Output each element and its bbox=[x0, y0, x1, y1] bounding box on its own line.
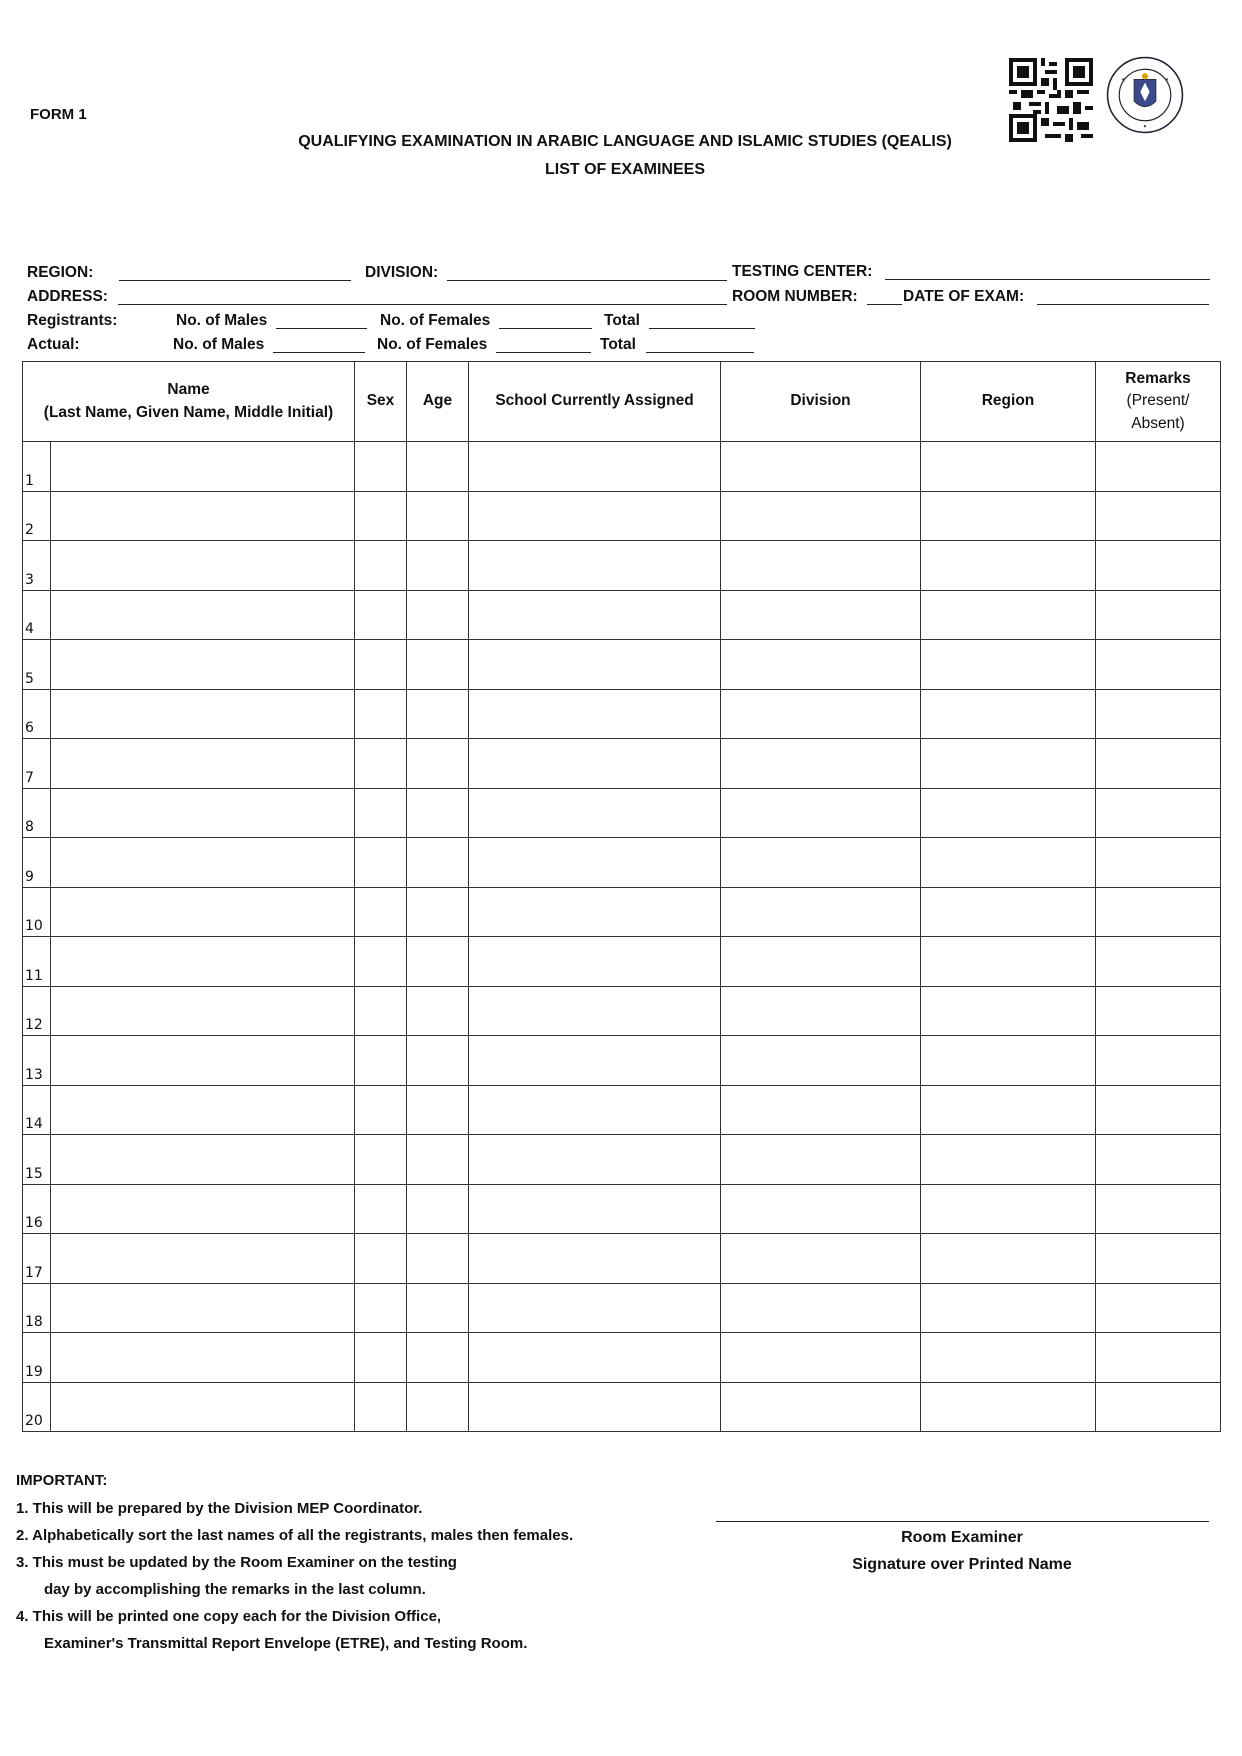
sex-cell[interactable] bbox=[355, 1085, 407, 1135]
age-cell[interactable] bbox=[407, 640, 469, 690]
testing-center-field[interactable] bbox=[885, 279, 1210, 280]
school-cell[interactable] bbox=[469, 1283, 721, 1333]
row-number: 3 bbox=[25, 571, 34, 588]
region-cell[interactable] bbox=[921, 541, 1096, 591]
division-cell[interactable] bbox=[721, 541, 921, 591]
division-cell[interactable] bbox=[721, 1333, 921, 1383]
table-row bbox=[23, 442, 1221, 492]
remarks-cell[interactable] bbox=[1096, 1135, 1221, 1185]
actual-males-label: No. of Males bbox=[173, 336, 265, 353]
important-item-4-cont: Examiner's Transmittal Report Envelope (ETRE), and Testing Room. bbox=[44, 1635, 528, 1652]
school-cell[interactable] bbox=[469, 986, 721, 1036]
row-number: 6 bbox=[25, 720, 34, 736]
region-cell[interactable] bbox=[921, 689, 1096, 739]
row-number: 13 bbox=[25, 1066, 43, 1083]
region-cell[interactable] bbox=[921, 937, 1096, 987]
region-cell[interactable] bbox=[921, 788, 1096, 838]
remarks-header-line1: Remarks bbox=[1125, 369, 1191, 387]
age-cell[interactable] bbox=[407, 838, 469, 888]
row-number-cell bbox=[23, 491, 51, 541]
row-number-cell bbox=[23, 1085, 51, 1135]
table-row bbox=[23, 887, 1221, 937]
table-row bbox=[23, 1333, 1221, 1383]
remarks-cell[interactable] bbox=[1096, 838, 1221, 888]
sex-cell[interactable] bbox=[355, 1333, 407, 1383]
age-cell[interactable] bbox=[407, 491, 469, 541]
examinee-table bbox=[22, 361, 1221, 1432]
testing-center-label: TESTING CENTER: bbox=[732, 263, 873, 280]
age-cell[interactable] bbox=[407, 739, 469, 789]
division-cell[interactable] bbox=[721, 1135, 921, 1185]
row-number: 15 bbox=[25, 1165, 43, 1182]
school-cell[interactable] bbox=[469, 491, 721, 541]
name-header-line1: Name bbox=[167, 381, 210, 399]
sex-cell[interactable] bbox=[355, 640, 407, 690]
remarks-column-header bbox=[1096, 362, 1221, 442]
remarks-cell[interactable] bbox=[1096, 640, 1221, 690]
actual-females-label: No. of Females bbox=[377, 336, 488, 353]
name-column-header bbox=[23, 362, 355, 442]
age-cell[interactable] bbox=[407, 788, 469, 838]
important-item-3-cont: day by accomplishing the remarks in the last column. bbox=[44, 1581, 426, 1598]
age-cell[interactable] bbox=[407, 442, 469, 492]
registrants-males-label: No. of Males bbox=[176, 312, 268, 329]
name-cell[interactable] bbox=[51, 838, 355, 888]
table-row bbox=[23, 1184, 1221, 1234]
sex-cell[interactable] bbox=[355, 1234, 407, 1284]
name-cell[interactable] bbox=[51, 541, 355, 591]
remarks-cell[interactable] bbox=[1096, 541, 1221, 591]
name-cell[interactable] bbox=[51, 937, 355, 987]
row-number-cell bbox=[23, 689, 51, 739]
sex-cell[interactable] bbox=[355, 1283, 407, 1333]
division-label: DIVISION: bbox=[365, 264, 439, 281]
remarks-header-line3: Absent) bbox=[1131, 414, 1185, 432]
row-number: 12 bbox=[25, 1017, 43, 1033]
row-number: 8 bbox=[25, 819, 34, 835]
division-cell[interactable] bbox=[721, 1283, 921, 1333]
age-cell[interactable] bbox=[407, 590, 469, 640]
table-row bbox=[23, 739, 1221, 789]
name-cell[interactable] bbox=[51, 1184, 355, 1234]
sex-cell[interactable] bbox=[355, 739, 407, 789]
age-cell[interactable] bbox=[407, 986, 469, 1036]
region-cell[interactable] bbox=[921, 986, 1096, 1036]
sex-cell[interactable] bbox=[355, 1036, 407, 1086]
remarks-cell[interactable] bbox=[1096, 788, 1221, 838]
division-cell[interactable] bbox=[721, 887, 921, 937]
table-row bbox=[23, 1283, 1221, 1333]
row-number-cell bbox=[23, 640, 51, 690]
remarks-cell[interactable] bbox=[1096, 1085, 1221, 1135]
registrants-females-field[interactable] bbox=[499, 328, 592, 329]
row-number-cell bbox=[23, 541, 51, 591]
sex-cell[interactable] bbox=[355, 541, 407, 591]
name-cell[interactable] bbox=[51, 1333, 355, 1383]
date-of-exam-field[interactable] bbox=[1037, 304, 1209, 305]
name-cell[interactable] bbox=[51, 986, 355, 1036]
row-number-cell bbox=[23, 1234, 51, 1284]
age-cell[interactable] bbox=[407, 1234, 469, 1284]
school-cell[interactable] bbox=[469, 838, 721, 888]
sex-cell[interactable] bbox=[355, 491, 407, 541]
row-number: 17 bbox=[25, 1264, 43, 1281]
table-row bbox=[23, 1234, 1221, 1284]
name-cell[interactable] bbox=[51, 1085, 355, 1135]
division-cell[interactable] bbox=[721, 590, 921, 640]
age-cell[interactable] bbox=[407, 1382, 469, 1432]
row-number-cell bbox=[23, 838, 51, 888]
remarks-cell[interactable] bbox=[1096, 590, 1221, 640]
page-title: QUALIFYING EXAMINATION IN ARABIC LANGUAGE AND ISLAMIC STUDIES (QEALIS) bbox=[298, 133, 952, 150]
name-cell[interactable] bbox=[51, 491, 355, 541]
remarks-cell[interactable] bbox=[1096, 887, 1221, 937]
sex-column-header: Sex bbox=[355, 362, 407, 442]
name-cell[interactable] bbox=[51, 640, 355, 690]
sex-cell[interactable] bbox=[355, 986, 407, 1036]
room-examiner-label: Room Examiner bbox=[901, 1529, 1023, 1546]
school-cell[interactable] bbox=[469, 442, 721, 492]
region-cell[interactable] bbox=[921, 1283, 1096, 1333]
region-cell[interactable] bbox=[921, 887, 1096, 937]
name-cell[interactable] bbox=[51, 442, 355, 492]
actual-total-field[interactable] bbox=[646, 352, 754, 353]
division-field[interactable] bbox=[447, 280, 727, 281]
signature-line[interactable] bbox=[716, 1521, 1209, 1522]
school-cell[interactable] bbox=[469, 541, 721, 591]
name-cell[interactable] bbox=[51, 1135, 355, 1185]
table-row bbox=[23, 838, 1221, 888]
school-cell[interactable] bbox=[469, 1036, 721, 1086]
registrants-females-label: No. of Females bbox=[380, 312, 491, 329]
division-cell[interactable] bbox=[721, 937, 921, 987]
table-row bbox=[23, 937, 1221, 987]
row-number-cell bbox=[23, 739, 51, 789]
actual-total-label: Total bbox=[600, 336, 636, 353]
age-cell[interactable] bbox=[407, 1085, 469, 1135]
important-item-3: 3. This must be updated by the Room Examiner on the testing bbox=[16, 1554, 457, 1571]
division-cell[interactable] bbox=[721, 640, 921, 690]
age-column-header: Age bbox=[407, 362, 469, 442]
table-header-row bbox=[23, 362, 1221, 442]
region-cell[interactable] bbox=[921, 1085, 1096, 1135]
remarks-cell[interactable] bbox=[1096, 937, 1221, 987]
remarks-cell[interactable] bbox=[1096, 442, 1221, 492]
row-number: 18 bbox=[25, 1314, 43, 1330]
remarks-cell[interactable] bbox=[1096, 1234, 1221, 1284]
row-number-cell bbox=[23, 937, 51, 987]
name-cell[interactable] bbox=[51, 739, 355, 789]
sex-cell[interactable] bbox=[355, 1382, 407, 1432]
row-number: 9 bbox=[25, 868, 34, 885]
region-cell[interactable] bbox=[921, 739, 1096, 789]
region-cell[interactable] bbox=[921, 1135, 1096, 1185]
age-cell[interactable] bbox=[407, 689, 469, 739]
row-number: 19 bbox=[25, 1363, 43, 1380]
sex-cell[interactable] bbox=[355, 442, 407, 492]
row-number-cell bbox=[23, 442, 51, 492]
remarks-cell[interactable] bbox=[1096, 1036, 1221, 1086]
age-cell[interactable] bbox=[407, 541, 469, 591]
registrants-males-field[interactable] bbox=[276, 328, 367, 329]
important-heading: IMPORTANT: bbox=[16, 1472, 108, 1489]
sex-cell[interactable] bbox=[355, 788, 407, 838]
remarks-cell[interactable] bbox=[1096, 1333, 1221, 1383]
table-row bbox=[23, 590, 1221, 640]
region-field[interactable] bbox=[119, 280, 351, 281]
row-number-cell bbox=[23, 1036, 51, 1086]
division-cell[interactable] bbox=[721, 739, 921, 789]
deped-seal-icon bbox=[1106, 56, 1184, 134]
name-cell[interactable] bbox=[51, 887, 355, 937]
school-cell[interactable] bbox=[469, 640, 721, 690]
row-number: 10 bbox=[25, 918, 43, 934]
row-number-cell bbox=[23, 1283, 51, 1333]
school-cell[interactable] bbox=[469, 1333, 721, 1383]
remarks-cell[interactable] bbox=[1096, 1382, 1221, 1432]
room-number-field[interactable] bbox=[867, 304, 902, 305]
name-cell[interactable] bbox=[51, 689, 355, 739]
sex-cell[interactable] bbox=[355, 1184, 407, 1234]
table-row bbox=[23, 689, 1221, 739]
division-cell[interactable] bbox=[721, 1036, 921, 1086]
actual-males-field[interactable] bbox=[273, 352, 365, 353]
school-cell[interactable] bbox=[469, 739, 721, 789]
remarks-cell[interactable] bbox=[1096, 689, 1221, 739]
sex-cell[interactable] bbox=[355, 887, 407, 937]
row-number: 7 bbox=[25, 769, 34, 786]
row-number-cell bbox=[23, 1333, 51, 1383]
region-cell[interactable] bbox=[921, 1382, 1096, 1432]
signature-caption: Signature over Printed Name bbox=[852, 1556, 1072, 1573]
row-number-cell bbox=[23, 788, 51, 838]
sex-cell[interactable] bbox=[355, 838, 407, 888]
division-cell[interactable] bbox=[721, 1085, 921, 1135]
school-cell[interactable] bbox=[469, 1234, 721, 1284]
actual-females-field[interactable] bbox=[496, 352, 591, 353]
row-number: 14 bbox=[25, 1116, 43, 1132]
region-label: REGION: bbox=[27, 264, 94, 281]
table-row bbox=[23, 541, 1221, 591]
sex-cell[interactable] bbox=[355, 689, 407, 739]
region-cell[interactable] bbox=[921, 640, 1096, 690]
row-number: 16 bbox=[25, 1215, 43, 1231]
school-column-header: School Currently Assigned bbox=[469, 362, 721, 442]
region-cell[interactable] bbox=[921, 491, 1096, 541]
table-row bbox=[23, 1036, 1221, 1086]
school-cell[interactable] bbox=[469, 887, 721, 937]
address-label: ADDRESS: bbox=[27, 288, 108, 305]
registrants-total-label: Total bbox=[604, 312, 640, 329]
room-number-label: ROOM NUMBER: bbox=[732, 288, 858, 305]
division-cell[interactable] bbox=[721, 442, 921, 492]
registrants-label: Registrants: bbox=[27, 312, 118, 329]
table-row bbox=[23, 1085, 1221, 1135]
row-number-cell bbox=[23, 1135, 51, 1185]
important-item-4: 4. This will be printed one copy each for the Division Office, bbox=[16, 1608, 442, 1625]
address-field[interactable] bbox=[118, 304, 727, 305]
name-cell[interactable] bbox=[51, 590, 355, 640]
table-row bbox=[23, 640, 1221, 690]
region-cell[interactable] bbox=[921, 1234, 1096, 1284]
table-row bbox=[23, 788, 1221, 838]
age-cell[interactable] bbox=[407, 887, 469, 937]
division-cell[interactable] bbox=[721, 689, 921, 739]
name-cell[interactable] bbox=[51, 1234, 355, 1284]
region-cell[interactable] bbox=[921, 590, 1096, 640]
age-cell[interactable] bbox=[407, 1135, 469, 1185]
row-number: 5 bbox=[25, 670, 34, 687]
row-number: 11 bbox=[25, 967, 43, 984]
division-column-header: Division bbox=[721, 362, 921, 442]
remarks-cell[interactable] bbox=[1096, 986, 1221, 1036]
row-number-cell bbox=[23, 986, 51, 1036]
region-cell[interactable] bbox=[921, 1184, 1096, 1234]
name-cell[interactable] bbox=[51, 788, 355, 838]
row-number: 2 bbox=[25, 522, 34, 538]
division-cell[interactable] bbox=[721, 838, 921, 888]
row-number-cell bbox=[23, 1382, 51, 1432]
division-cell[interactable] bbox=[721, 1184, 921, 1234]
table-row bbox=[23, 986, 1221, 1036]
row-number: 4 bbox=[25, 621, 34, 637]
name-cell[interactable] bbox=[51, 1036, 355, 1086]
school-cell[interactable] bbox=[469, 937, 721, 987]
row-number: 20 bbox=[25, 1413, 43, 1429]
row-number-cell bbox=[23, 590, 51, 640]
page-subtitle: LIST OF EXAMINEES bbox=[544, 161, 705, 178]
school-cell[interactable] bbox=[469, 1135, 721, 1185]
region-cell[interactable] bbox=[921, 838, 1096, 888]
division-cell[interactable] bbox=[721, 1382, 921, 1432]
name-cell[interactable] bbox=[51, 1382, 355, 1432]
region-column-header: Region bbox=[921, 362, 1096, 442]
important-item-1: 1. This will be prepared by the Division MEP Coordinator. bbox=[16, 1500, 423, 1517]
registrants-total-field[interactable] bbox=[649, 328, 755, 329]
school-cell[interactable] bbox=[469, 590, 721, 640]
sex-cell[interactable] bbox=[355, 590, 407, 640]
date-of-exam-label: DATE OF EXAM: bbox=[903, 288, 1025, 305]
age-cell[interactable] bbox=[407, 1184, 469, 1234]
school-cell[interactable] bbox=[469, 788, 721, 838]
remarks-header-line2: (Present/ bbox=[1126, 392, 1190, 410]
division-cell[interactable] bbox=[721, 986, 921, 1036]
remarks-cell[interactable] bbox=[1096, 491, 1221, 541]
age-cell[interactable] bbox=[407, 1333, 469, 1383]
important-item-2: 2. Alphabetically sort the last names of all the registrants, males then females. bbox=[16, 1527, 574, 1544]
age-cell[interactable] bbox=[407, 1283, 469, 1333]
division-cell[interactable] bbox=[721, 491, 921, 541]
school-cell[interactable] bbox=[469, 1382, 721, 1432]
sex-cell[interactable] bbox=[355, 937, 407, 987]
age-cell[interactable] bbox=[407, 1036, 469, 1086]
name-header-line2: (Last Name, Given Name, Middle Initial) bbox=[43, 403, 334, 421]
name-cell[interactable] bbox=[51, 1283, 355, 1333]
table-row bbox=[23, 1135, 1221, 1185]
school-cell[interactable] bbox=[469, 1085, 721, 1135]
division-cell[interactable] bbox=[721, 1234, 921, 1284]
age-cell[interactable] bbox=[407, 937, 469, 987]
remarks-cell[interactable] bbox=[1096, 739, 1221, 789]
actual-label: Actual: bbox=[27, 336, 80, 353]
row-number-cell bbox=[23, 887, 51, 937]
region-cell[interactable] bbox=[921, 442, 1096, 492]
table-row bbox=[23, 1382, 1221, 1432]
qr-code-icon bbox=[1009, 58, 1093, 142]
form-number: FORM 1 bbox=[30, 106, 87, 123]
table-row bbox=[23, 491, 1221, 541]
table-body bbox=[23, 442, 1221, 1432]
division-cell[interactable] bbox=[721, 788, 921, 838]
sex-cell[interactable] bbox=[355, 1135, 407, 1185]
remarks-cell[interactable] bbox=[1096, 1283, 1221, 1333]
row-number-cell bbox=[23, 1184, 51, 1234]
remarks-cell[interactable] bbox=[1096, 1184, 1221, 1234]
region-cell[interactable] bbox=[921, 1333, 1096, 1383]
school-cell[interactable] bbox=[469, 689, 721, 739]
row-number: 1 bbox=[25, 472, 34, 489]
school-cell[interactable] bbox=[469, 1184, 721, 1234]
region-cell[interactable] bbox=[921, 1036, 1096, 1086]
